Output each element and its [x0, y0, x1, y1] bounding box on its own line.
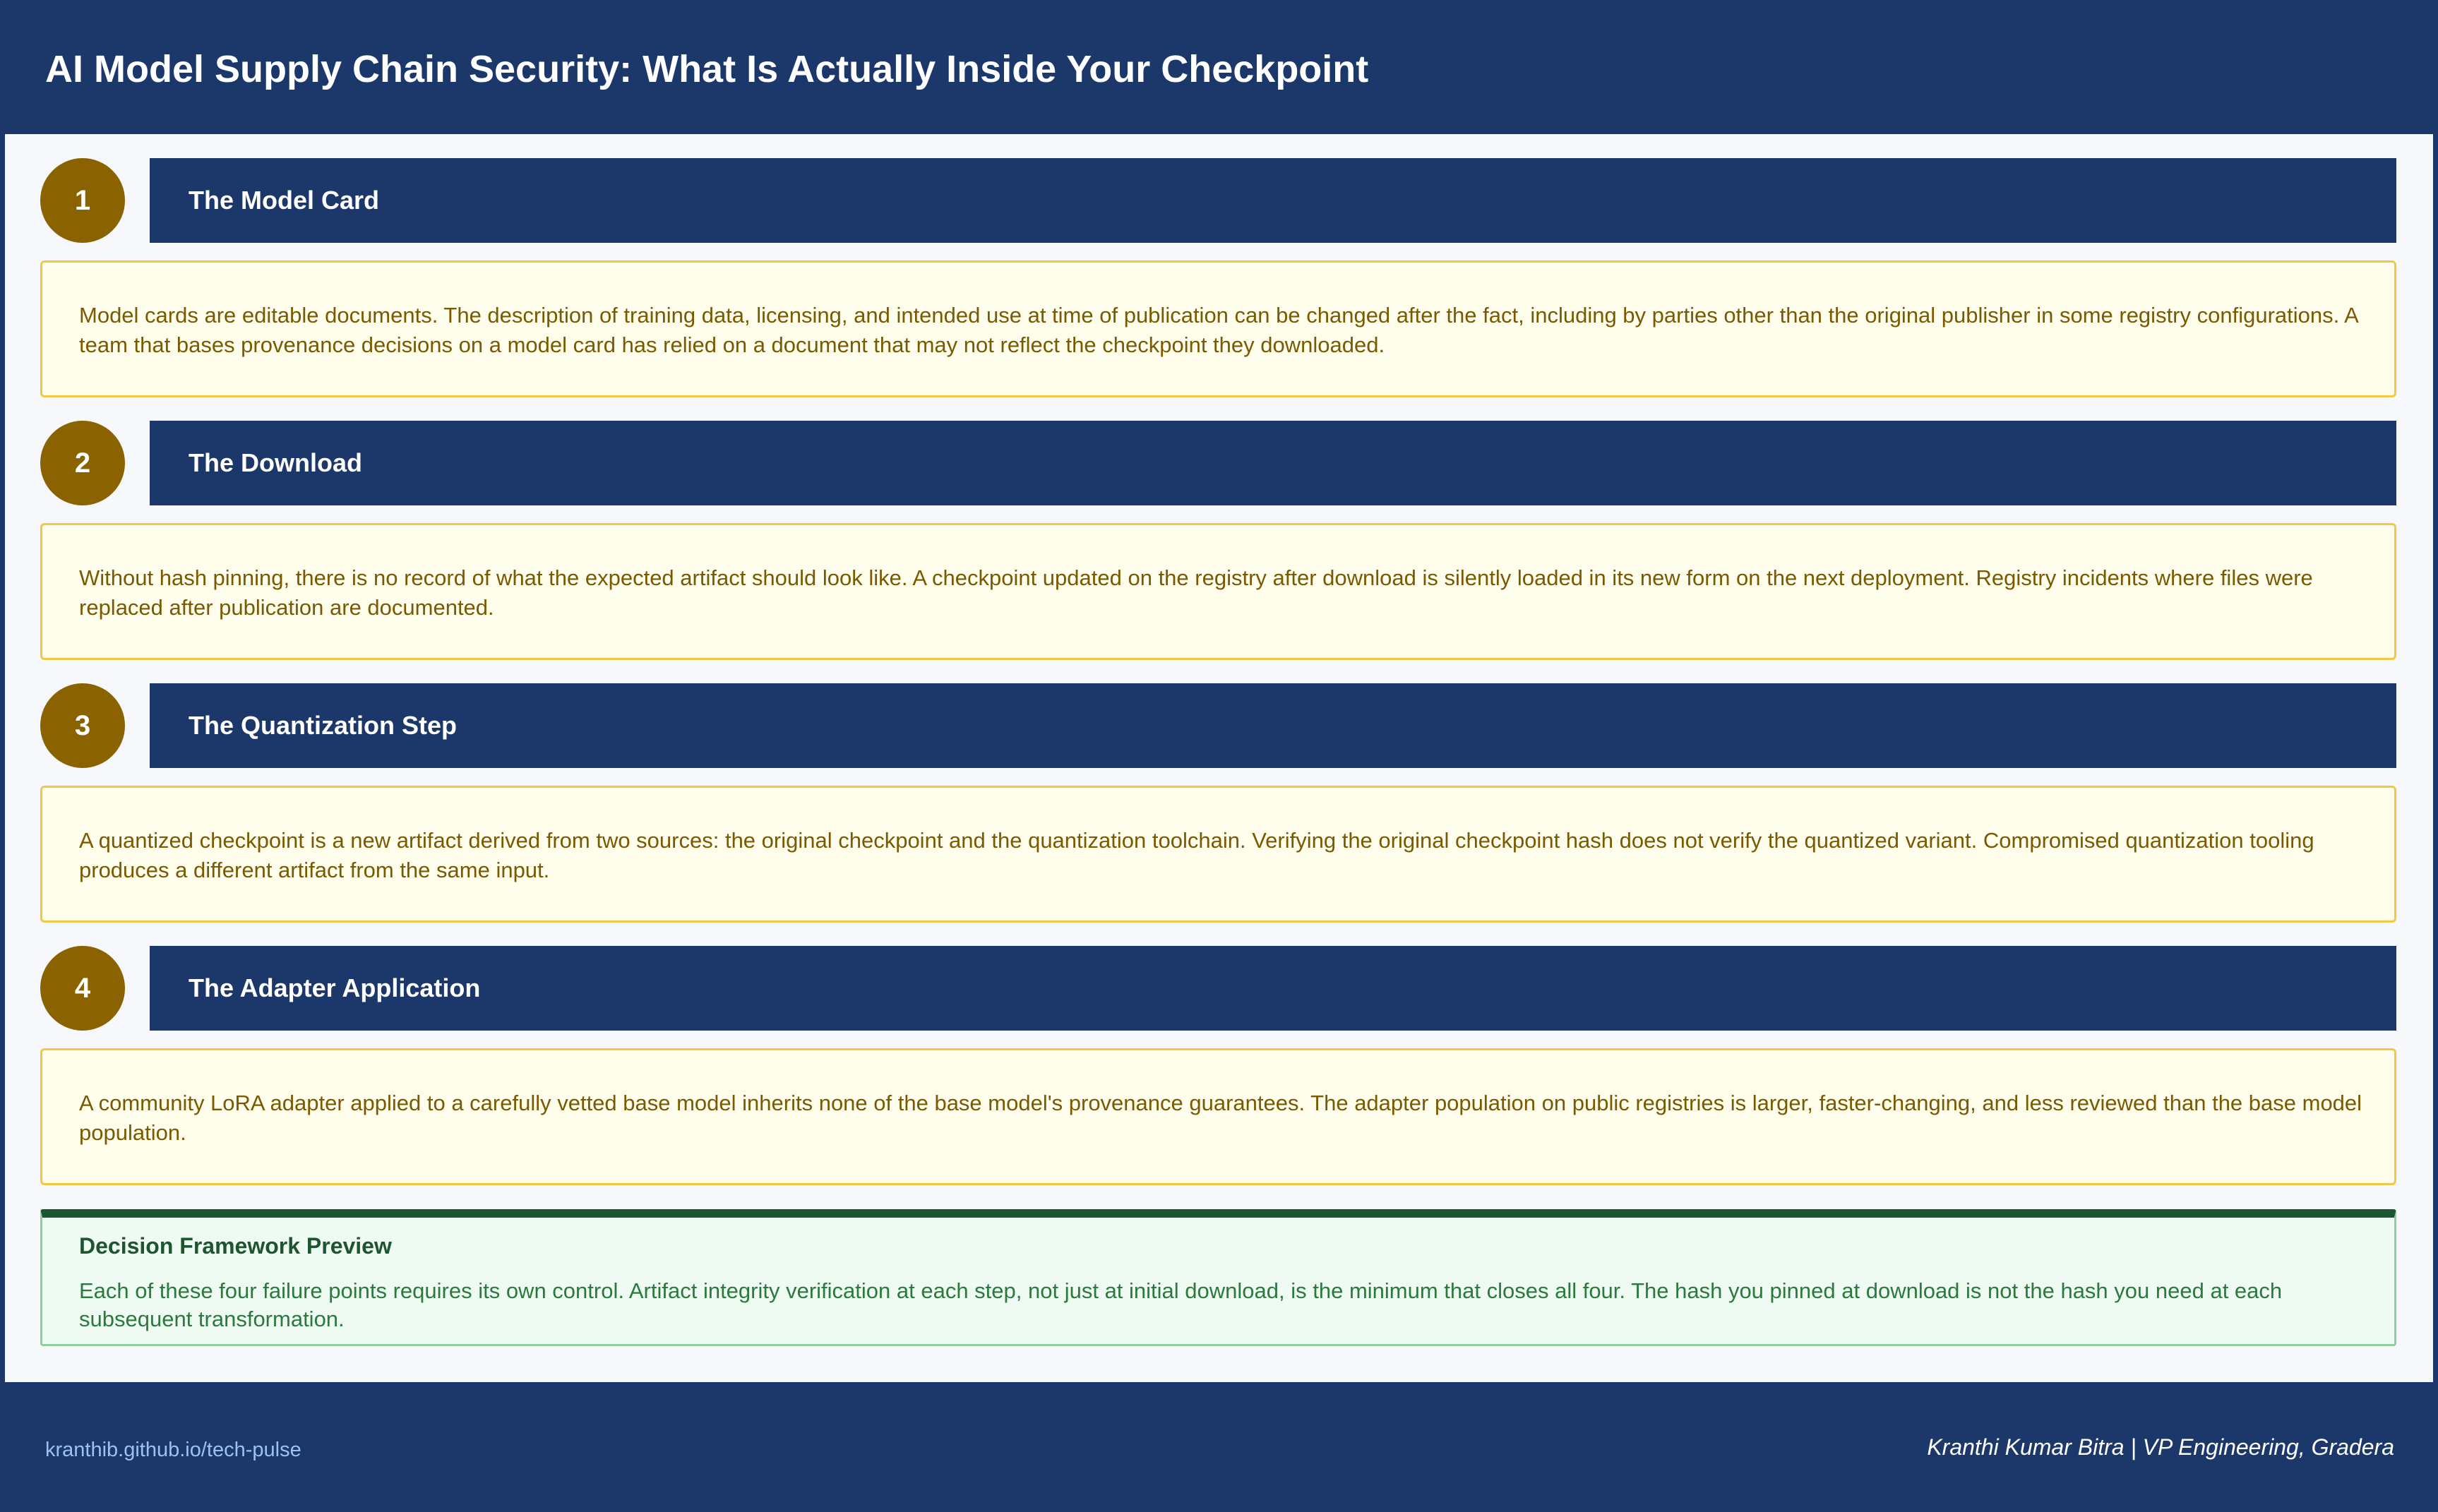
step-title: The Model Card	[189, 186, 380, 215]
step-header-bar	[150, 946, 2396, 1031]
step-header-bar	[150, 421, 2396, 505]
step-number-badge: 1	[40, 158, 125, 243]
step-description-box	[40, 1048, 2396, 1185]
decision-framework-text: Each of these four failure points requires its own control. Artifact integrity verification at each step, not just at initial download, is the minimum that closes all four. The hash you pinned at download is not the hash you need at each subsequent transformation.	[79, 1278, 2283, 1331]
step-description-box	[40, 260, 2396, 397]
footer-author: Kranthi Kumar Bitra | VP Engineering, Gradera	[1927, 1434, 2394, 1460]
page-footer	[0, 1382, 2438, 1512]
page-title: AI Model Supply Chain Security: What Is Actually Inside Your Checkpoint	[45, 48, 1369, 90]
step-description: Without hash pinning, there is no record of what the expected artifact should look like. A checkpoint updated on the registry after download is silently loaded in its new form on the next deployment. Registry incidents where files were replaced after publication are documented.	[79, 565, 2313, 620]
page-header	[0, 0, 2438, 133]
step-number-badge: 4	[40, 946, 125, 1031]
main-content	[5, 134, 2433, 1382]
step-number-badge: 2	[40, 421, 125, 505]
step-title: The Adapter Application	[189, 973, 481, 1002]
step-description: A quantized checkpoint is a new artifact derived from two sources: the original checkpoint and the quantization toolchain. Verifying the original checkpoint hash does not verify the quantized variant. Compromised quantization tooling produces a different artifact from the same input.	[79, 828, 2314, 882]
step-number-badge: 3	[40, 683, 125, 768]
step-header-bar	[150, 683, 2396, 768]
step-description-box	[40, 786, 2396, 923]
step-description: Model cards are editable documents. The description of training data, licensing, and intended use at time of publication can be changed after the fact, including by parties other than the original publisher in some registry configurations. A team that bases provenance decisions on a model card has relied on a document that may not reflect the checkpoint they downloaded.	[79, 303, 2358, 357]
footer-site-link[interactable]: kranthib.github.io/tech-pulse	[45, 1439, 301, 1461]
step-title: The Quantization Step	[189, 711, 458, 740]
step-title: The Download	[189, 448, 362, 477]
step-description: A community LoRA adapter applied to a carefully vetted base model inherits none of the base model's provenance guarantees. The adapter population on public registries is larger, faster-changing, and less reviewed than the base model population.	[79, 1091, 2362, 1145]
decision-framework-title: Decision Framework Preview	[79, 1233, 392, 1259]
decision-framework-box	[40, 1209, 2396, 1346]
step-description-box	[40, 523, 2396, 660]
step-header-bar	[150, 158, 2396, 243]
